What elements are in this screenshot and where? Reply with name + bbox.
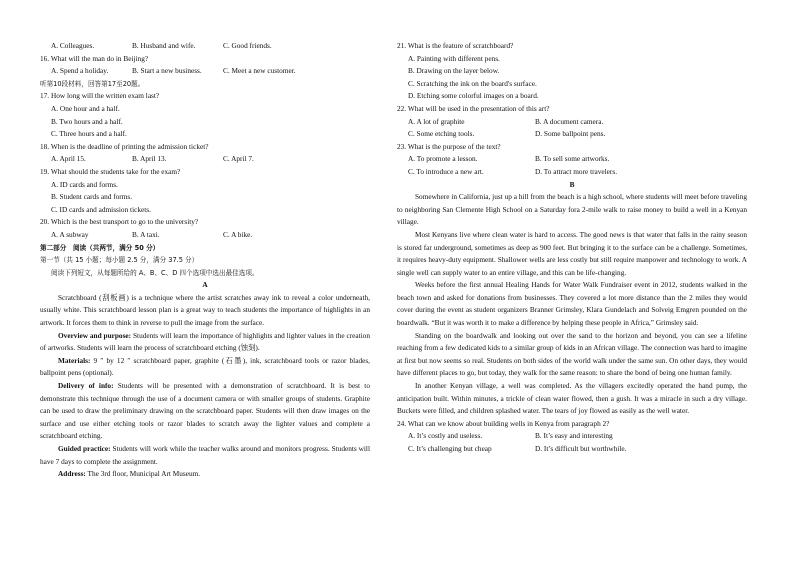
q18-option-a: A. April 15. bbox=[51, 154, 86, 164]
material-10-instruction: 听第10段材料，回答第17至20题。 bbox=[40, 79, 145, 88]
delivery-text: Students will be presented with a demonstration of scratchboard. It is best to demonstrate this technique through the use of a document camera or with smaller groups of students. Graphite can be used to draw the preliminary drawing on the scratchboard paper. Students will then draw images on the surface and use either etching tools or razor blades to scratch away the lighter values and complete a scratchboard etching. bbox=[40, 381, 370, 441]
q24-options-cd bbox=[397, 443, 747, 456]
q23-option-b: B. To sell some artworks. bbox=[535, 154, 610, 164]
q22-option-a: A. A lot of graphite bbox=[408, 116, 465, 126]
q19-stem: 19. What should the students take for the exam? bbox=[40, 166, 181, 176]
delivery-label: Delivery of info: bbox=[58, 381, 114, 391]
q18-option-b: B. April 13. bbox=[132, 154, 167, 164]
q19-option-a: A. ID cards and forms. bbox=[51, 179, 118, 189]
part-2-title: 第二部分 阅读（共两节，满分 50 分） bbox=[40, 243, 160, 252]
q23-option-a: A. To promote a lesson. bbox=[408, 154, 478, 164]
passage-a-paragraph-2 bbox=[40, 330, 370, 355]
q19-option-c: C. ID cards and admission tickets. bbox=[51, 204, 151, 214]
q23-stem: 23. What is the purpose of the text? bbox=[397, 141, 501, 151]
q16-option-b: B. Start a new business. bbox=[132, 66, 202, 76]
q20-options bbox=[40, 229, 370, 242]
q15-option-c: C. Good friends. bbox=[223, 41, 272, 50]
q17-option-b: B. Two hours and a half. bbox=[51, 116, 123, 126]
left-column bbox=[40, 40, 370, 481]
q16-stem: 16. What will the man do in Beijing? bbox=[40, 53, 149, 63]
q21-option-c: C. Scratching the ink on the board's surface. bbox=[408, 78, 537, 88]
q22-options-ab bbox=[397, 116, 747, 129]
guided-practice-label: Guided practice: bbox=[58, 444, 111, 453]
q24-options-ab bbox=[397, 430, 747, 443]
passage-a-paragraph-6 bbox=[40, 468, 370, 481]
q22-option-c: C. Some etching tools. bbox=[408, 129, 475, 139]
q23-option-d: D. To attract more travelers. bbox=[535, 166, 618, 176]
passage-a-label: A bbox=[202, 280, 208, 290]
q15-option-b: B. Husband and wife. bbox=[132, 41, 196, 50]
q21-option-b: B. Drawing on the layer below. bbox=[408, 66, 500, 76]
section-1-instruction: 阅读下列短文，从每题所给的 A、B、C、D 四个选项中选出最佳选项。 bbox=[51, 268, 259, 277]
passage-b-paragraph-3: Weeks before the first annual Healing Hands for Water Walk Fundraiser event in 2012, students walked in the beach town and asked for donations from businesses. They covered a lot more distance than the 2 miles they would cover during the event as student organizers Branner Grimsley, Klara Gundelach and Solveig Emgren pounded on the boardwalk. “But it was worth it to make a difference by helping these people in Africa,” Grimsley said. bbox=[397, 280, 747, 328]
materials-text: 9 ″ by 12 ″ scratchboard paper, graphite (石墨), ink, scratchboard tools or razor blades, ballpoint pens (optional). bbox=[40, 355, 370, 378]
q22-options-cd bbox=[397, 128, 747, 141]
q15-options bbox=[40, 40, 370, 53]
q16-option-a: A. Spend a holiday. bbox=[51, 66, 109, 76]
q20-option-c: C. A bike. bbox=[223, 229, 253, 239]
q24-option-c: C. It’s challenging but cheap bbox=[408, 444, 492, 453]
q24-option-d: D. It’s difficult but worthwhile. bbox=[535, 444, 627, 453]
q17-option-a: A. One hour and a half. bbox=[51, 103, 120, 113]
q17-stem: 17. How long will the written exam last? bbox=[40, 91, 160, 101]
passage-b-paragraph-1: Somewhere in California, just up a hill from the beach is a high school, where students will meet before traveling to neighboring San Clemente High School on a Saturday fora 2-mile walk to raise money to build a well in a Kenyan village. bbox=[397, 192, 747, 227]
passage-a-paragraph-1: Scratchboard (刮板画) is a technique where the artist scratches away ink to reveal a color underneath, usually white. This scratchboard lesson plan is a great way to teach students the importance of highlights in an artwork. It forces them to think in reverse to pull the image from the surface. bbox=[40, 292, 370, 328]
q15-option-a: A. Colleagues. bbox=[51, 41, 95, 50]
passage-b-label: B bbox=[569, 179, 575, 189]
q23-option-c: C. To introduce a new art. bbox=[408, 166, 484, 176]
passage-b-paragraph-5: In another Kenyan village, a well was completed. As the villagers excitedly operated the hand pump, the anticipation built. Within minutes, a trickle of clean water flowed, then a gush. It was a miracle in such a dry village. Buckets were filled, and children splashed water. The tears of joy flowed as easily as the well water. bbox=[397, 381, 747, 416]
q24-option-b: B. It’s easy and interesting bbox=[535, 431, 613, 441]
q16-option-c: C. Meet a new customer. bbox=[223, 66, 296, 76]
overview-label: Overview and purpose: bbox=[58, 330, 132, 340]
passage-b-paragraph-2: Most Kenyans live where clean water is hard to access. The good news is that water that falls in the rainy season is stored far underground, sometimes as deep as 900 feet. But bringing it to the surface can be a challenge. Sometimes, it requires heavy-duty equipment. Shallower wells are less costly but still require manpower and technology to work. A single well can supply water to an entire village, and this can be life-changing. bbox=[397, 229, 747, 277]
materials-label: Materials: bbox=[58, 355, 91, 365]
right-column bbox=[397, 40, 747, 456]
q22-option-b: B. A document camera. bbox=[535, 116, 604, 126]
q19-option-b: B. Student cards and forms. bbox=[51, 192, 133, 202]
address-text: The 3rd floor, Municipal Art Museum. bbox=[85, 469, 201, 479]
q24-option-a: A. It’s costly and useless. bbox=[408, 431, 483, 441]
address-label: Address: bbox=[58, 469, 86, 479]
q22-option-d: D. Some ballpoint pens. bbox=[535, 129, 606, 139]
guided-practice-text: Students will work while the teacher walks around and monitors progress. Students will have 7 days to complete the assignment. bbox=[40, 444, 370, 466]
passage-a-paragraph-3 bbox=[40, 355, 370, 380]
passage-a-paragraph-4 bbox=[40, 380, 370, 443]
q23-options-cd bbox=[397, 166, 747, 179]
q17-option-c: C. Three hours and a half. bbox=[51, 129, 127, 139]
q18-option-c: C. April 7. bbox=[223, 154, 254, 164]
q21-option-d: D. Etching some colorful images on a board. bbox=[408, 91, 539, 101]
q21-option-a: A. Painting with different pens. bbox=[408, 53, 500, 63]
passage-a-paragraph-5 bbox=[40, 443, 370, 468]
q24-stem: 24. What can we know about building wells in Kenya from paragraph 2? bbox=[397, 418, 610, 428]
q20-option-b: B. A taxi. bbox=[132, 229, 160, 239]
passage-b-paragraph-4: Standing on the boardwalk and looking out over the sand to the horizon and beyond, you can see a lifeline reaching from a few dedicated kids to a similar group of kids in an African village. The connection was hard to imagine at first but now seems so real. Students on both sides of the world walk under the same sun. On other days, they would have different places to go, but today, they walk for the same reason: to share the bond of being one human family. bbox=[397, 330, 747, 378]
q18-stem: 18. When is the deadline of printing the admission ticket? bbox=[40, 141, 209, 151]
q16-options bbox=[40, 65, 370, 78]
q21-stem: 21. What is the feature of scratchboard? bbox=[397, 41, 514, 50]
q22-stem: 22. What will be used in the presentation of this art? bbox=[397, 103, 550, 113]
q23-options-ab bbox=[397, 153, 747, 166]
q20-option-a: A. A subway bbox=[51, 229, 89, 239]
q18-options bbox=[40, 153, 370, 166]
q20-stem: 20. Which is the best transport to go to the university? bbox=[40, 217, 199, 227]
section-1-title: 第一节（共 15 小题；每小题 2.5 分，满分 37.5 分） bbox=[40, 256, 199, 265]
overview-text: Students will learn the importance of highlights and lighter values in the creation of artworks. Students will learn the process of scratchboard etching (蚀刻). bbox=[40, 330, 370, 353]
